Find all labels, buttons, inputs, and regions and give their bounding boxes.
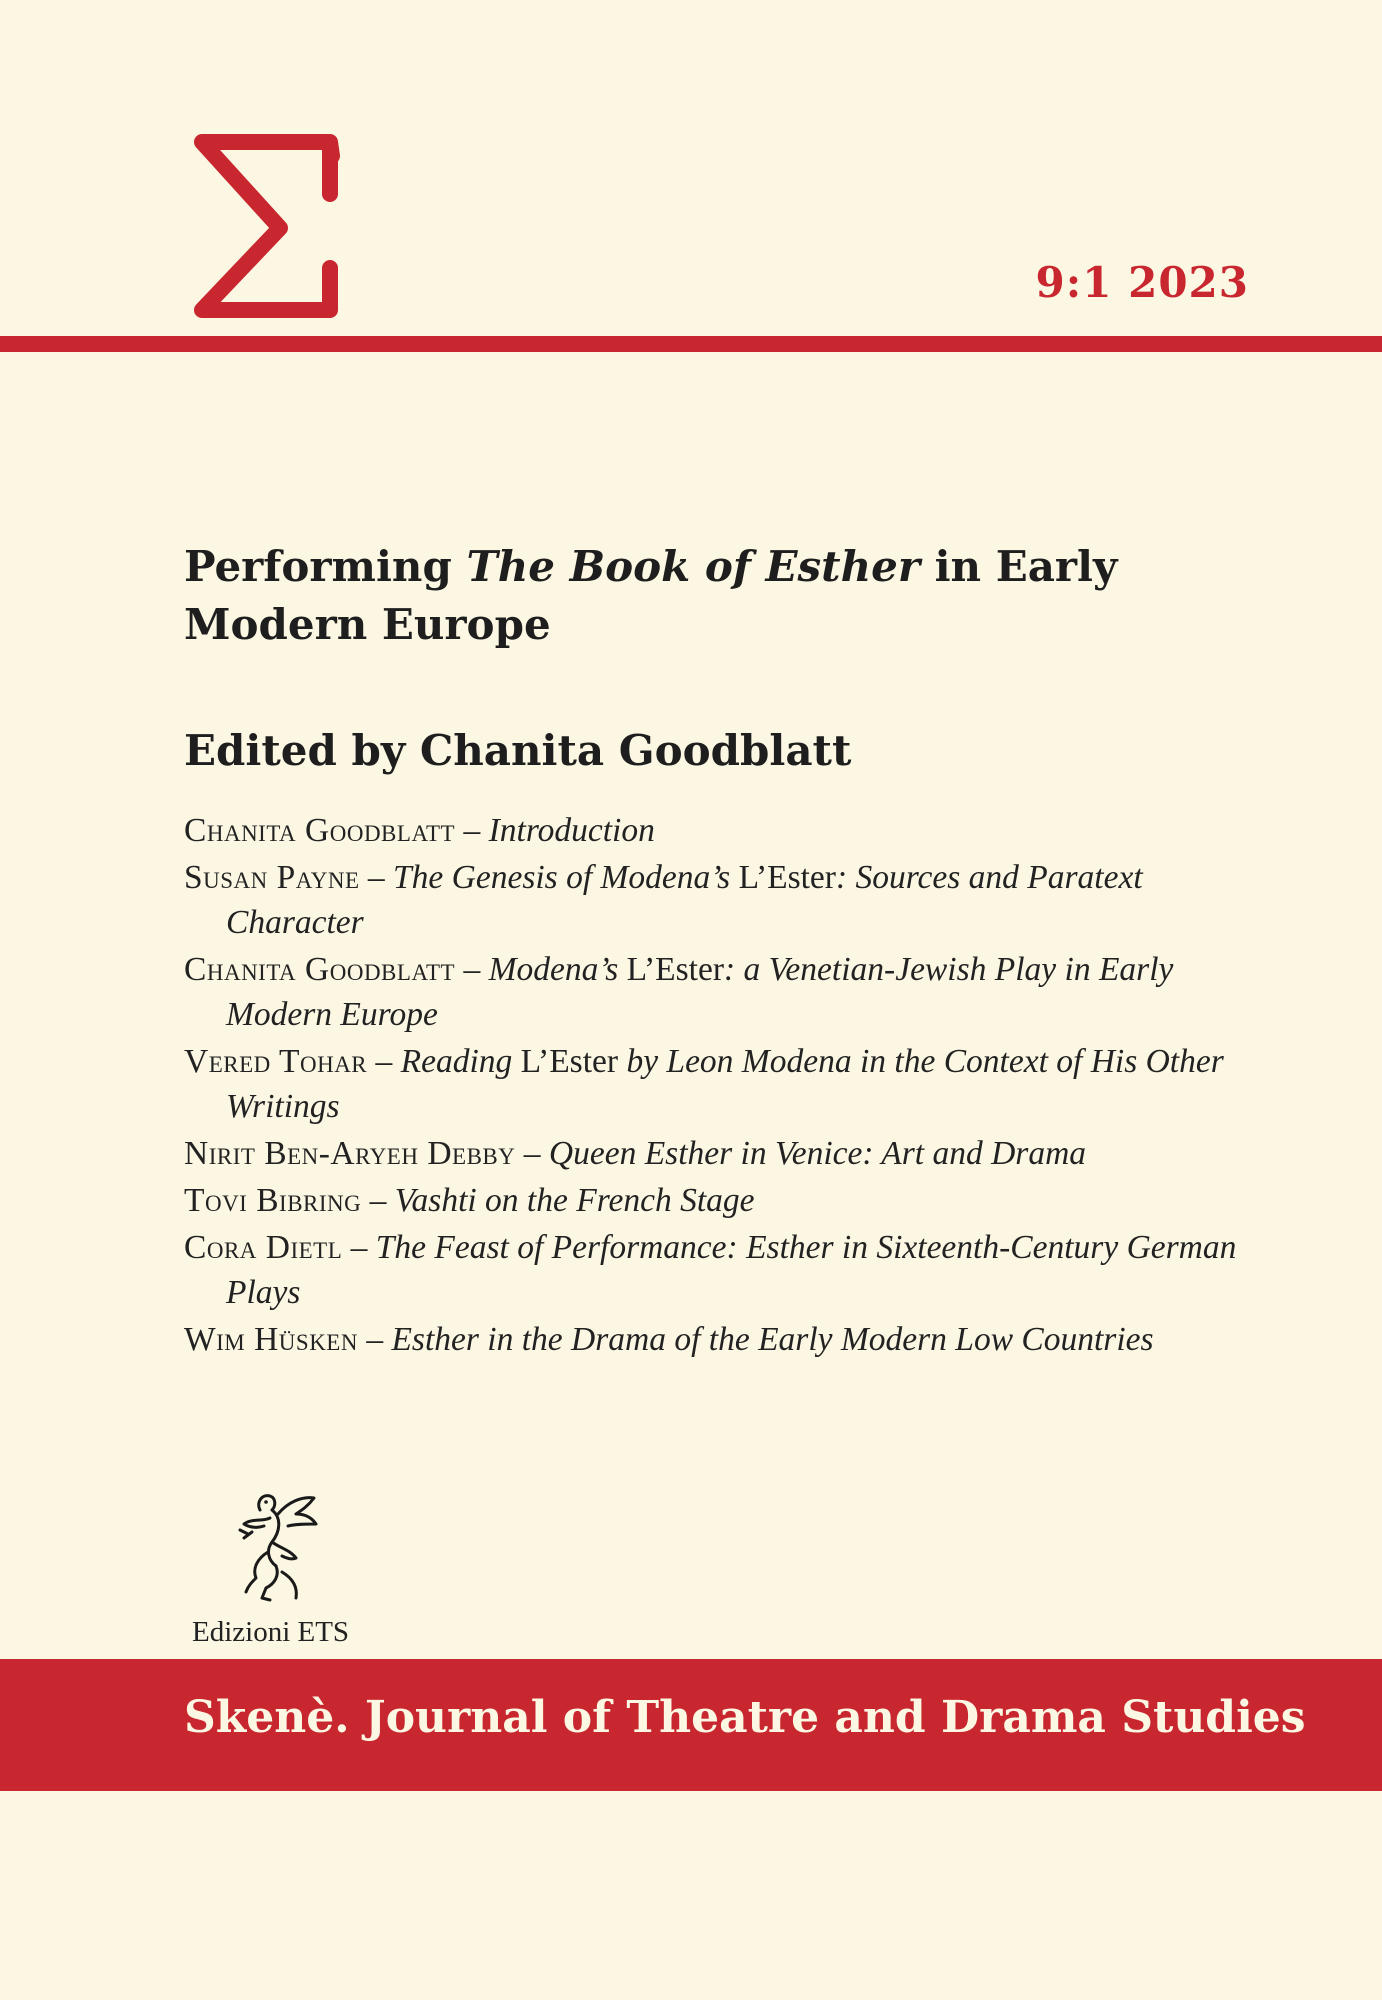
title-italic-part: The Book of Esther <box>466 542 920 591</box>
author-name: Cora Dietl <box>184 1229 343 1266</box>
article-title-rest: by Leon Modena in the Context of His Other Writings <box>226 1043 1224 1125</box>
article-title: Reading <box>400 1043 521 1080</box>
article-title: Esther in the Drama of the Early Modern Low Countries <box>391 1321 1154 1358</box>
article-title: The Feast of Performance: Esther in Sixteenth-Century German Plays <box>226 1229 1237 1311</box>
journal-title: Skenè. Journal of Theatre and Drama Studies <box>184 1692 1306 1743</box>
play-title: L’Ester <box>738 859 836 896</box>
author-name: Tovi Bibring <box>184 1182 362 1219</box>
contents-item <box>184 808 1264 853</box>
article-title: Vashti on the French Stage <box>394 1182 755 1219</box>
contents-item <box>184 1131 1264 1176</box>
contents-item <box>184 1178 1264 1223</box>
article-title: Modena’s <box>488 951 627 988</box>
publisher-name: Edizioni ETS <box>192 1616 350 1648</box>
contents-item <box>184 855 1264 945</box>
contents-item <box>184 947 1264 1037</box>
separator: – <box>359 859 394 896</box>
sigma-logo-icon <box>190 126 344 326</box>
separator: – <box>361 1182 395 1219</box>
play-title: L’Ester <box>626 951 725 988</box>
separator: – <box>455 951 489 988</box>
contents-item <box>184 1225 1264 1315</box>
contents-item <box>184 1039 1264 1129</box>
table-of-contents <box>184 808 1264 1364</box>
author-name: Wim Hüsken <box>184 1321 358 1358</box>
separator: – <box>455 812 489 849</box>
author-name: Susan Payne <box>184 859 360 896</box>
top-rule <box>0 336 1382 352</box>
article-title: Queen Esther in Venice: Art and Drama <box>548 1135 1087 1172</box>
title-part-2: in Early Modern Europe <box>184 542 1118 649</box>
play-title: L’Ester <box>520 1043 619 1080</box>
contents-item <box>184 1317 1264 1362</box>
separator: – <box>515 1135 549 1172</box>
separator: – <box>342 1229 376 1266</box>
author-name: Chanita Goodblatt <box>184 812 456 849</box>
cover-title <box>184 538 1234 654</box>
author-name: Vered Tohar <box>184 1043 368 1080</box>
title-part-1: Performing <box>184 542 467 591</box>
article-title: Introduction <box>488 812 655 849</box>
issue-number: 9:1 2023 <box>1035 258 1249 307</box>
editor-line: Edited by Chanita Goodblatt <box>184 726 852 775</box>
author-name: Chanita Goodblatt <box>184 951 456 988</box>
article-title-rest: : a Venetian-Jewish Play in Early Modern Europe <box>226 951 1174 1033</box>
author-name: Nirit Ben-Aryeh Debby <box>184 1135 516 1172</box>
article-title: The Genesis of Modena’s <box>393 859 739 896</box>
separator: – <box>357 1321 392 1358</box>
griffin-icon <box>222 1488 322 1606</box>
separator: – <box>367 1043 401 1080</box>
article-title-rest: : Sources and Paratext Character <box>226 859 1143 941</box>
